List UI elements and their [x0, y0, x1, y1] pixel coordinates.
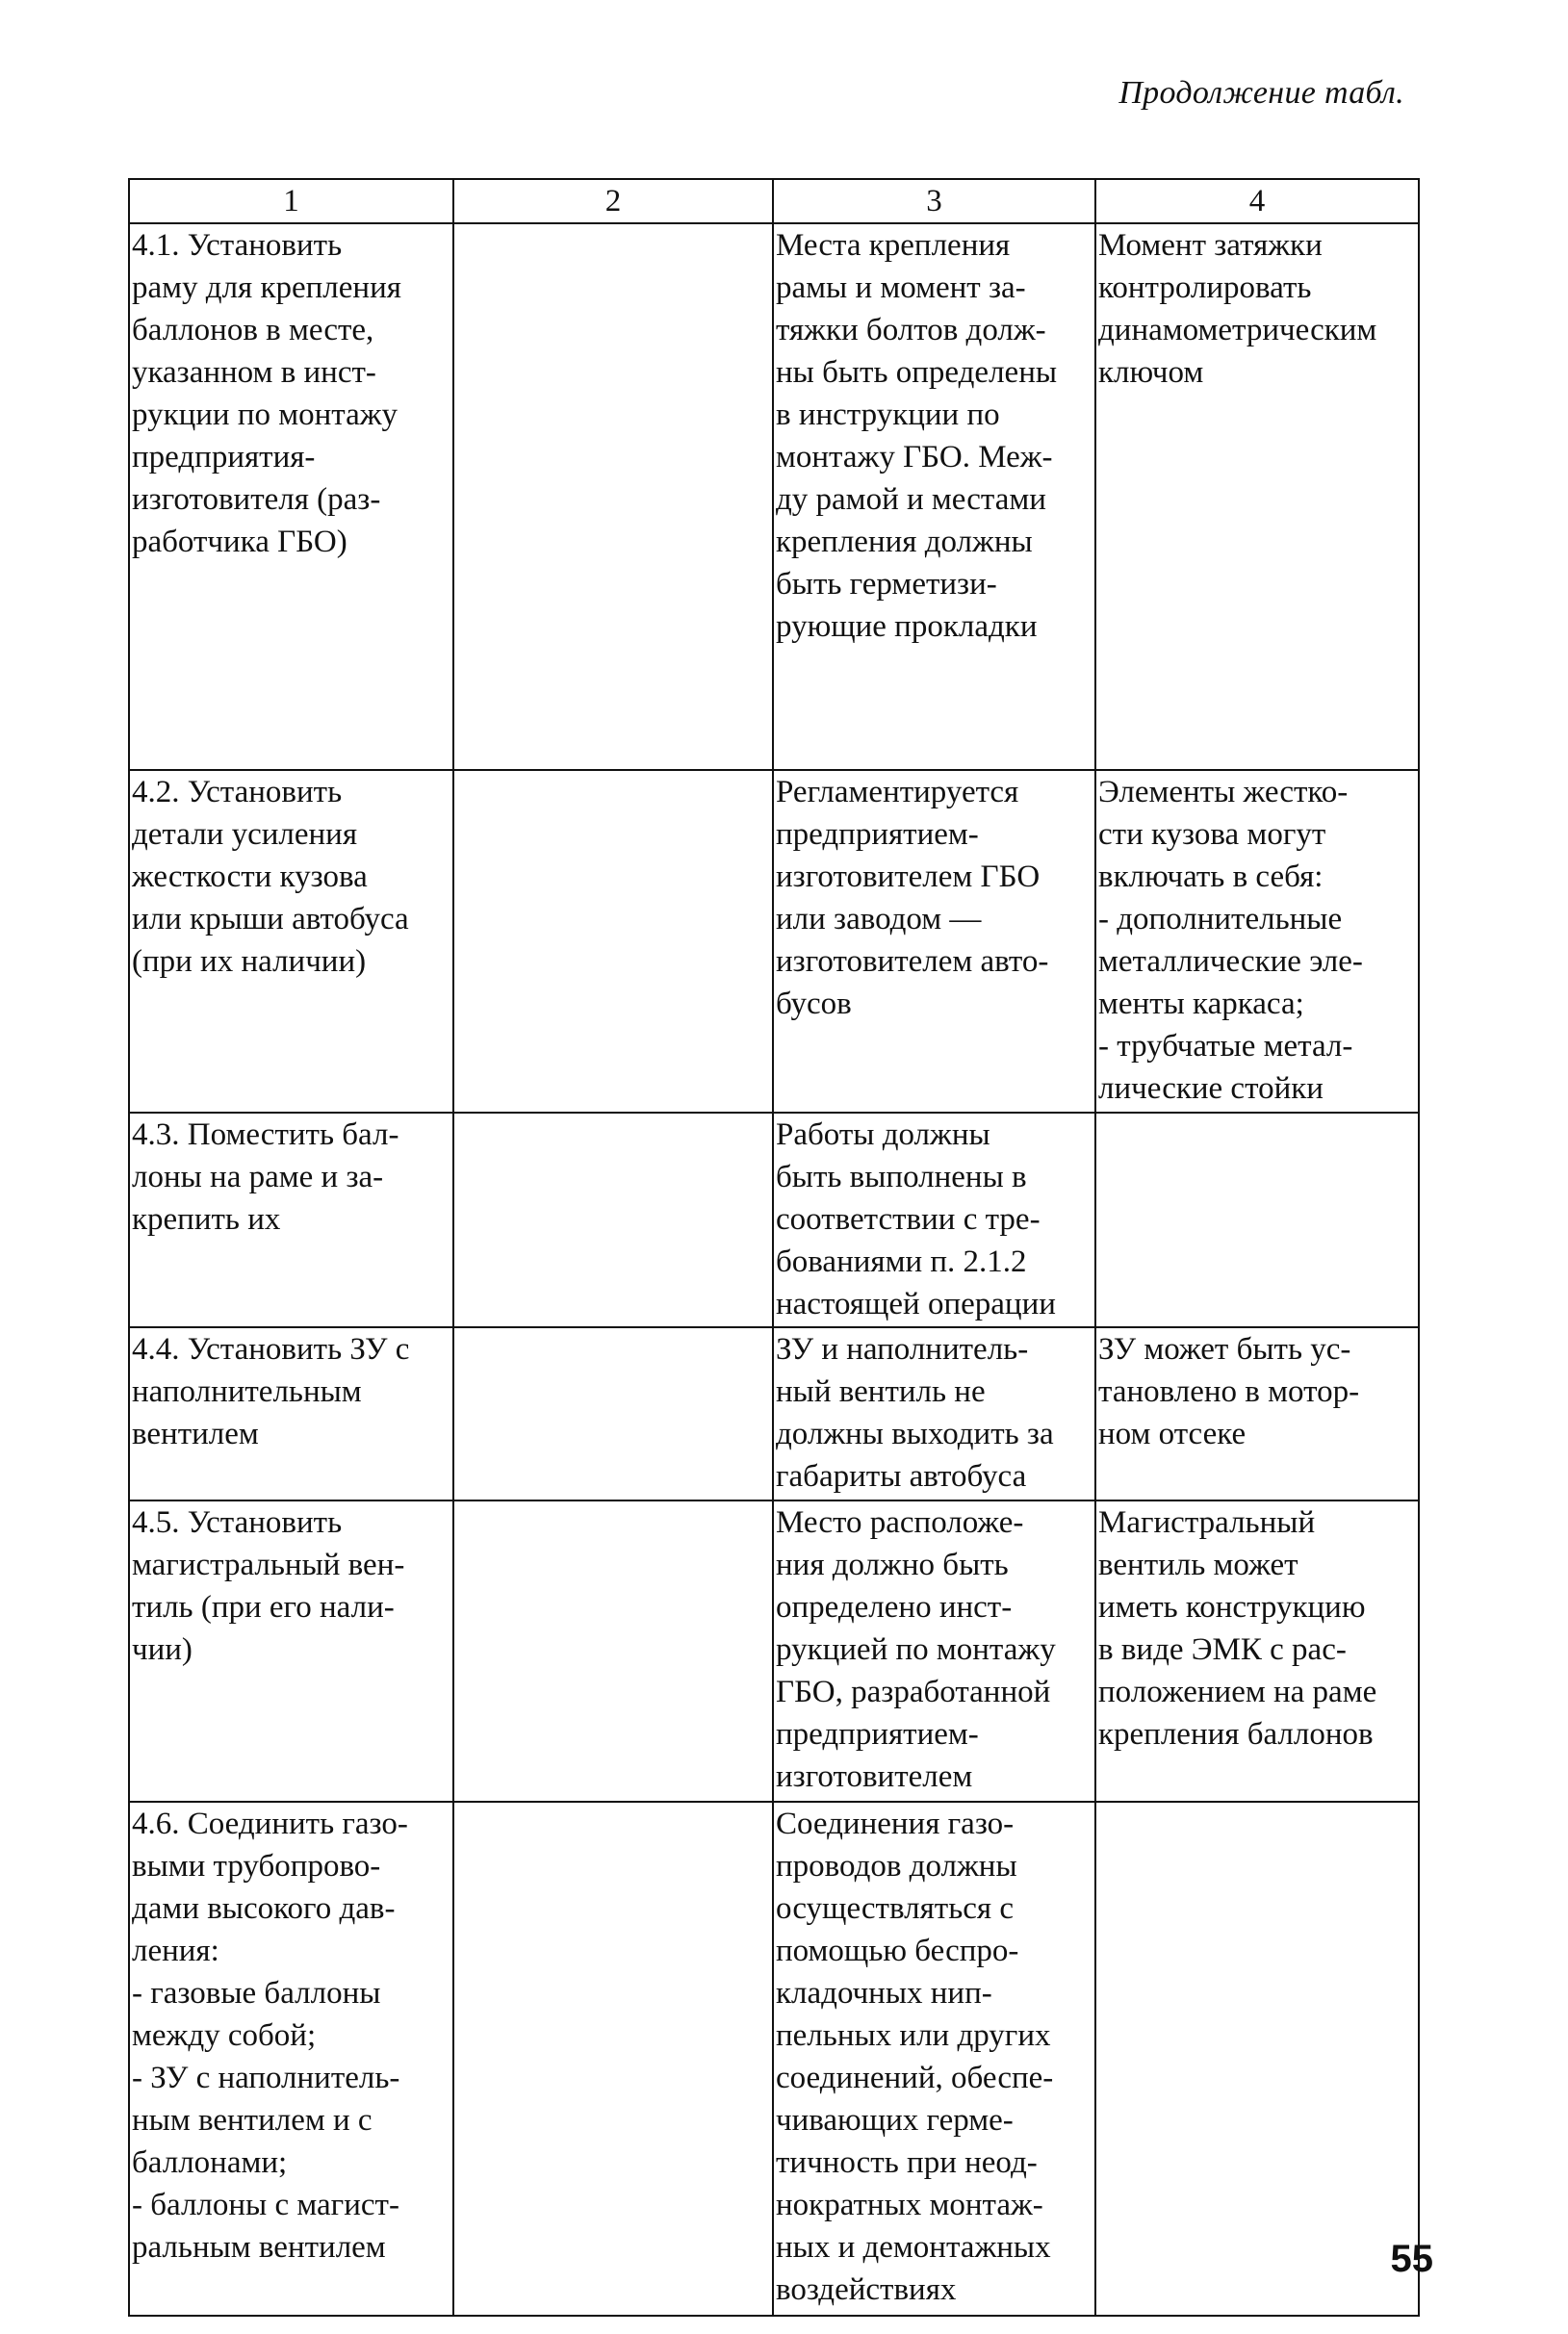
cell-line: ния должно быть — [776, 1548, 1009, 1582]
cell-line: ральным вентилем — [132, 2230, 386, 2265]
table-row — [129, 1113, 1419, 1327]
cell-line: Место расположе- — [776, 1505, 1024, 1540]
cell-line: в виде ЭМК с рас- — [1098, 1632, 1347, 1667]
table-row — [129, 1500, 1419, 1802]
cell-line: помощью беспро- — [776, 1934, 1019, 1968]
cell-line: положением на раме — [1098, 1675, 1377, 1709]
cell-line: - дополнительные — [1098, 902, 1343, 936]
cell-line: вентиль может — [1098, 1548, 1298, 1582]
cell-line: тановлено в мотор- — [1098, 1374, 1360, 1409]
column-header-1: 1 — [129, 179, 453, 223]
cell-line: иметь конструкцию — [1098, 1590, 1366, 1625]
cell-line: в инструкции по — [776, 398, 1000, 432]
cell-line: крепления баллонов — [1098, 1717, 1374, 1752]
cell-line: ления: — [132, 1934, 219, 1968]
cell-line: ный вентиль не — [776, 1374, 986, 1409]
table-cell-requirements — [773, 1113, 1095, 1327]
table-cell-requirements — [773, 1500, 1095, 1802]
cell-line: изготовителем — [776, 1759, 973, 1794]
cell-line: 4.2. Установить — [132, 775, 343, 809]
table-cell-operation — [129, 770, 453, 1113]
cell-line: 4.5. Установить — [132, 1505, 343, 1540]
table-row — [129, 1327, 1419, 1500]
cell-line: Работы должны — [776, 1117, 990, 1152]
table-cell-requirements — [773, 223, 1095, 770]
cell-line: рукцией по монтажу — [776, 1632, 1056, 1667]
cell-line: рукции по монтажу — [132, 398, 398, 432]
cell-line: чивающих герме- — [776, 2103, 1014, 2138]
cell-line: ным вентилем и с — [132, 2103, 373, 2138]
cell-line: (при их наличии) — [132, 944, 367, 979]
table-cell-requirements — [773, 1802, 1095, 2316]
cell-line: Соединения газо- — [776, 1807, 1015, 1841]
cell-line: лические стойки — [1098, 1071, 1324, 1106]
cell-line: Магистральный — [1098, 1505, 1316, 1540]
cell-line: жесткости кузова — [132, 859, 368, 894]
cell-line: ЗУ и наполнитель- — [776, 1332, 1029, 1367]
table-cell-operation — [129, 1327, 453, 1500]
cell-line: тичность при неод- — [776, 2145, 1038, 2180]
table-cell-empty — [1095, 1113, 1419, 1327]
cell-line: - трубчатые метал- — [1098, 1029, 1353, 1064]
table-cell-notes — [1095, 1500, 1419, 1802]
table-cell-empty — [453, 1802, 773, 2316]
cell-line: Места крепления — [776, 228, 1011, 263]
data-table — [128, 178, 1420, 2317]
cell-line: баллонов в месте, — [132, 313, 374, 347]
table-cell-empty — [453, 1327, 773, 1500]
table-cell-requirements — [773, 1327, 1095, 1500]
table-cell-requirements — [773, 770, 1095, 1113]
cell-line: крепить их — [132, 1202, 281, 1237]
cell-line: 4.3. Поместить бал- — [132, 1117, 399, 1152]
cell-line: металлические эле- — [1098, 944, 1363, 979]
cell-line: Момент затяжки — [1098, 228, 1323, 263]
cell-line: лоны на раме и за- — [132, 1160, 384, 1194]
table-body — [129, 223, 1419, 2316]
cell-line: соединений, обеспе- — [776, 2061, 1054, 2095]
cell-line: 4.1. Установить — [132, 228, 343, 263]
table-header-row — [129, 179, 1419, 223]
cell-line: тяжки болтов долж- — [776, 313, 1046, 347]
cell-line: монтажу ГБО. Меж- — [776, 440, 1053, 474]
cell-line: - ЗУ с наполнитель- — [132, 2061, 400, 2095]
table-cell-operation — [129, 223, 453, 770]
table-cell-empty — [453, 1113, 773, 1327]
cell-line: - баллоны с магист- — [132, 2188, 399, 2222]
table-cell-operation — [129, 1113, 453, 1327]
cell-line: выми трубопрово- — [132, 1849, 381, 1884]
cell-line: бованиями п. 2.1.2 — [776, 1244, 1027, 1279]
cell-line: предприятием- — [776, 817, 979, 852]
column-header-3: 3 — [773, 179, 1095, 223]
cell-line: вентилем — [132, 1417, 259, 1451]
column-header-2: 2 — [453, 179, 773, 223]
cell-line: тиль (при его нали- — [132, 1590, 395, 1625]
cell-line: настоящей операции — [776, 1287, 1056, 1321]
cell-line: рующие прокладки — [776, 609, 1038, 644]
cell-line: предприятия- — [132, 440, 316, 474]
table-row — [129, 770, 1419, 1113]
table-row — [129, 223, 1419, 770]
cell-line: ных и демонтажных — [776, 2230, 1051, 2265]
cell-line: ду рамой и местами — [776, 482, 1046, 517]
cell-line: определено инст- — [776, 1590, 1013, 1625]
cell-line: между собой; — [132, 2018, 317, 2053]
cell-line: работчика ГБО) — [132, 525, 347, 559]
table-row — [129, 1802, 1419, 2316]
cell-line: 4.4. Установить ЗУ с — [132, 1332, 410, 1367]
cell-line: осуществляться с — [776, 1891, 1014, 1926]
table-continuation-note: Продолжение табл. — [1118, 75, 1404, 111]
cell-line: или крыши автобуса — [132, 902, 409, 936]
cell-line: пельных или других — [776, 2018, 1051, 2053]
cell-line: соответствии с тре- — [776, 1202, 1041, 1237]
table-cell-empty — [1095, 1802, 1419, 2316]
table-cell-empty — [453, 223, 773, 770]
cell-line: габариты автобуса — [776, 1459, 1027, 1494]
cell-line: должны выходить за — [776, 1417, 1054, 1451]
cell-line: ключом — [1098, 355, 1204, 390]
table-cell-notes — [1095, 770, 1419, 1113]
cell-line: ЗУ может быть ус- — [1098, 1332, 1351, 1367]
cell-line: воздействиях — [776, 2272, 957, 2307]
cell-line: кладочных нип- — [776, 1976, 992, 2011]
cell-line: магистральный вен- — [132, 1548, 405, 1582]
cell-line: баллонами; — [132, 2145, 288, 2180]
cell-line: бусов — [776, 987, 852, 1021]
cell-line: 4.6. Соединить газо- — [132, 1807, 408, 1841]
table-cell-empty — [453, 1500, 773, 1802]
cell-line: детали усиления — [132, 817, 357, 852]
cell-line: ны быть определены — [776, 355, 1058, 390]
cell-line: проводов должны — [776, 1849, 1017, 1884]
cell-line: контролировать — [1098, 270, 1312, 305]
cell-line: нократных монтаж- — [776, 2188, 1043, 2222]
cell-line: предприятием- — [776, 1717, 979, 1752]
table-cell-notes — [1095, 1327, 1419, 1500]
page-number: 55 — [1390, 2238, 1433, 2280]
cell-line: быть герметизи- — [776, 567, 997, 602]
cell-line: ГБО, разработанной — [776, 1675, 1051, 1709]
cell-line: крепления должны — [776, 525, 1033, 559]
cell-line: включать в себя: — [1098, 859, 1324, 894]
cell-line: рамы и момент за- — [776, 270, 1026, 305]
cell-line: дами высокого дав- — [132, 1891, 396, 1926]
cell-line: сти кузова могут — [1098, 817, 1326, 852]
cell-line: изготовителем авто- — [776, 944, 1049, 979]
cell-line: быть выполнены в — [776, 1160, 1027, 1194]
cell-line: изготовителя (раз- — [132, 482, 381, 517]
table-cell-empty — [453, 770, 773, 1113]
cell-line: ном отсеке — [1098, 1417, 1247, 1451]
cell-line: раму для крепления — [132, 270, 401, 305]
table-cell-operation — [129, 1500, 453, 1802]
cell-line: изготовителем ГБО — [776, 859, 1041, 894]
column-header-4: 4 — [1095, 179, 1419, 223]
cell-line: динамометрическим — [1098, 313, 1377, 347]
cell-line: указанном в инст- — [132, 355, 376, 390]
table-cell-operation — [129, 1802, 453, 2316]
cell-line: Регламентируется — [776, 775, 1019, 809]
cell-line: менты каркаса; — [1098, 987, 1304, 1021]
cell-line: Элементы жестко- — [1098, 775, 1349, 809]
cell-line: или заводом — — [776, 902, 982, 936]
cell-line: чии) — [132, 1632, 193, 1667]
cell-line: наполнительным — [132, 1374, 362, 1409]
cell-line: - газовые баллоны — [132, 1976, 381, 2011]
table-cell-notes — [1095, 223, 1419, 770]
